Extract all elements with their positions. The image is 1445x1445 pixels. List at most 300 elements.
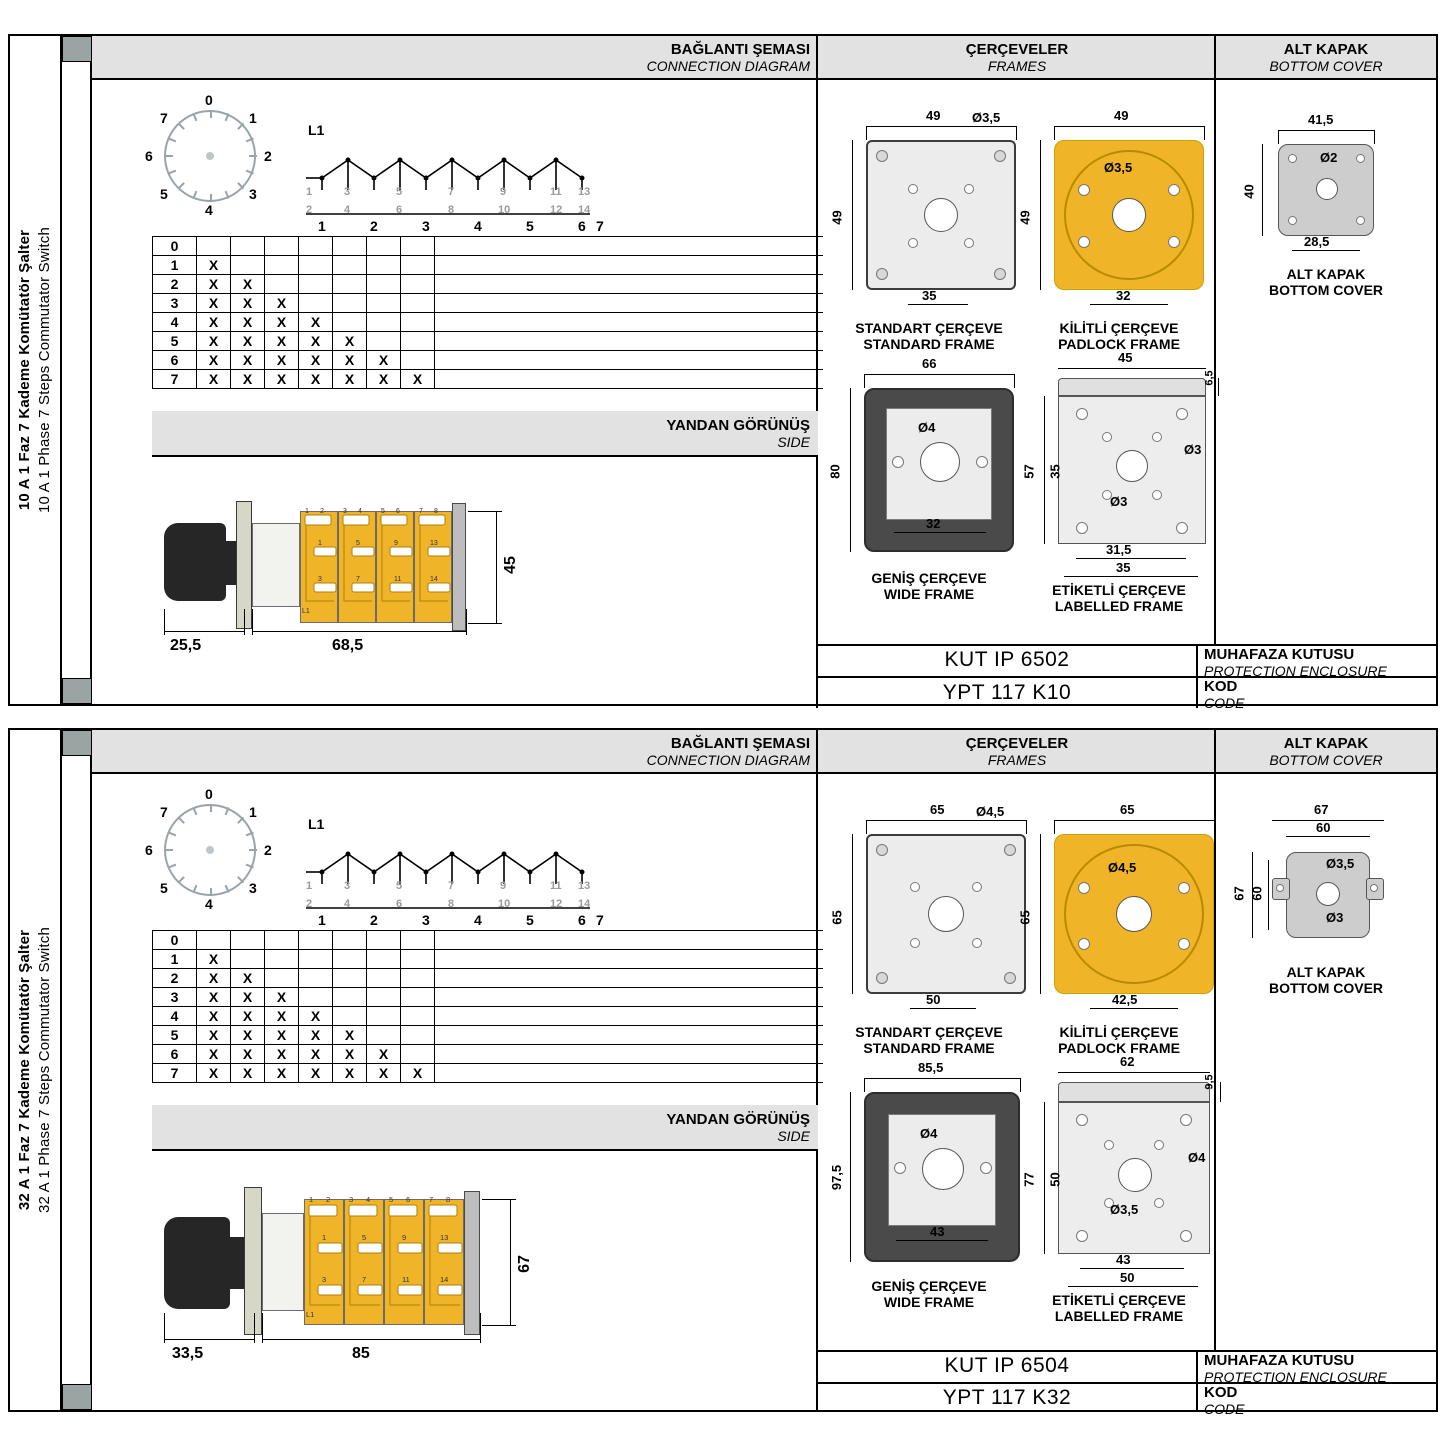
table-cell: X (333, 1064, 367, 1083)
enclosure-label-10a: MUHAFAZA KUTUSU PROTECTION ENCLOSURE (1204, 646, 1387, 679)
dial2-label-3: 3 (249, 880, 257, 896)
table-row (153, 313, 823, 332)
dim-wide-inner: 32 (926, 516, 941, 531)
table-cell: X (401, 370, 435, 389)
dim-cover-hole: Ø2 (1320, 150, 1338, 165)
dim2-cover-width2: 60 (1316, 820, 1331, 835)
dial-label-6: 6 (145, 148, 153, 164)
table-row-label: 2 (153, 969, 197, 988)
table-cell: X (231, 313, 265, 332)
table-cell (367, 256, 401, 275)
svg-text:7: 7 (356, 576, 360, 583)
labelled-frame-32a (1021, 1050, 1216, 1324)
dial-label-2: 2 (264, 148, 272, 164)
hinge-bottom-icon (62, 678, 92, 704)
product-code-10a: YPT 117 K10 (942, 680, 1072, 704)
wide-frame2-name-tr: GENİŞ ÇERÇEVE (871, 1278, 987, 1294)
table-cell-blank (435, 351, 823, 370)
table-cell-blank (435, 1007, 823, 1026)
svg-text:3: 3 (343, 508, 347, 515)
ladder-col-4: 4 (474, 218, 482, 234)
corner-hole-bl (876, 268, 888, 280)
table-cell: X (265, 294, 299, 313)
header-connection-32a: BAĞLANTI ŞEMASI CONNECTION DIAGRAM (92, 730, 818, 774)
table-cell (367, 931, 401, 950)
labelled-frame2-name-tr: ETİKETLİ ÇERÇEVE (1052, 1292, 1186, 1308)
dial2-label-7: 7 (160, 804, 168, 820)
dim-wide-width: 66 (922, 356, 937, 371)
dim-lbl-h-outer: 35 (1047, 464, 1063, 479)
ladder2-pair-4a: 7 (448, 880, 455, 892)
table-cell (197, 237, 231, 256)
table-cell: X (265, 332, 299, 351)
table-cell (367, 332, 401, 351)
corner-hole-tr (994, 150, 1006, 162)
svg-text:L1: L1 (306, 1310, 315, 1319)
dim-pad-width: 49 (1114, 108, 1129, 123)
table-cell: X (231, 332, 265, 351)
table-row (153, 988, 823, 1007)
dim2-body-height: 67 (515, 1255, 533, 1273)
table-cell (265, 275, 299, 294)
table-cell (197, 931, 231, 950)
table-cell (401, 1026, 435, 1045)
table-cell (333, 1007, 367, 1026)
dim2-lbl-inner2: 50 (1120, 1270, 1135, 1285)
table-cell-blank (435, 931, 823, 950)
table-cell (299, 294, 333, 313)
table-cell: X (265, 1026, 299, 1045)
bottom-cover2-name-en: BOTTOM COVER (1268, 980, 1384, 996)
ladder2-col-1: 1 (318, 912, 326, 928)
table-cell: X (231, 1045, 265, 1064)
panel-10a-hinge-rail (62, 36, 92, 704)
table-cell (401, 988, 435, 1007)
shaft-body-2 (262, 1213, 304, 1311)
table-cell (299, 931, 333, 950)
table-row-label: 2 (153, 275, 197, 294)
table-cell (333, 275, 367, 294)
table-cell: X (367, 351, 401, 370)
svg-text:8: 8 (434, 508, 438, 515)
dial-label-5: 5 (160, 186, 168, 202)
table-cell (265, 969, 299, 988)
table-cell-blank (435, 237, 823, 256)
table-cell (299, 969, 333, 988)
dim-lbl-inner: 31,5 (1106, 542, 1132, 557)
ladder2-col-6: 6 (578, 912, 586, 928)
svg-text:1: 1 (322, 1233, 327, 1242)
code-label-10a: KOD CODE (1204, 678, 1245, 711)
corner-hole-tl (876, 150, 888, 162)
svg-text:7: 7 (419, 508, 423, 515)
table-cell: X (197, 1045, 231, 1064)
table-cell (231, 256, 265, 275)
svg-text:5: 5 (381, 508, 385, 515)
svg-text:2: 2 (320, 508, 324, 515)
table-row-label: 0 (153, 237, 197, 256)
center-hole (924, 198, 958, 232)
dial-hub (206, 152, 214, 160)
truth-table-10a (152, 236, 823, 389)
table-row-label: 7 (153, 370, 197, 389)
table-row (153, 237, 823, 256)
code-label-32a: KOD CODE (1204, 1384, 1245, 1417)
ladder-pair-4b: 8 (448, 204, 455, 216)
ladder2-pair-3a: 5 (396, 880, 403, 892)
table-cell: X (197, 256, 231, 275)
table-cell (401, 313, 435, 332)
table-cell: X (197, 988, 231, 1007)
svg-text:11: 11 (402, 1275, 410, 1284)
table-cell: X (299, 313, 333, 332)
table-cell (299, 988, 333, 1007)
table-row (153, 950, 823, 969)
table-cell: X (367, 1064, 401, 1083)
dim2-wide-width: 85,5 (918, 1060, 944, 1075)
table-cell (367, 1026, 401, 1045)
dim2-wide-inner: 43 (930, 1224, 945, 1239)
table-cell: X (299, 1007, 333, 1026)
table-cell: X (231, 370, 265, 389)
table-row-label: 6 (153, 351, 197, 370)
panel-10a-title-strip (10, 36, 62, 704)
dim2-std-hole: Ø4,5 (976, 804, 1005, 819)
labelled-frame2-name-en: LABELLED FRAME (1054, 1308, 1184, 1324)
dim-body-height: 45 (501, 556, 519, 574)
ladder-pair-2b: 4 (344, 204, 351, 216)
panel-32a-title-en: 32 A 1 Phase 7 Steps Commutator Switch (36, 926, 53, 1214)
ladder2-col-4: 4 (474, 912, 482, 928)
table-cell (333, 988, 367, 1007)
table-cell: X (299, 1045, 333, 1064)
knob-shaft-icon (214, 541, 236, 585)
table-cell: X (197, 1026, 231, 1045)
svg-text:8: 8 (446, 1195, 451, 1204)
svg-text:7: 7 (362, 1275, 367, 1284)
dim2-knob-depth: 33,5 (172, 1345, 204, 1362)
ladder-l1-label: L1 (308, 122, 325, 138)
table-row (153, 275, 823, 294)
table-row (153, 351, 823, 370)
knob-shaft-icon-2 (218, 1237, 244, 1289)
dial-label-1: 1 (249, 110, 257, 126)
svg-text:13: 13 (440, 1233, 449, 1242)
ladder2-pair-1a: 1 (306, 880, 313, 892)
ladder-pair-5b: 10 (498, 204, 511, 216)
hinge-top-icon (62, 36, 92, 62)
table-cell: X (231, 1064, 265, 1083)
table-cell: X (333, 1026, 367, 1045)
table-row (153, 969, 823, 988)
table-cell: X (367, 370, 401, 389)
dim-std-inner: 35 (922, 288, 937, 303)
table-cell: X (333, 1045, 367, 1064)
table-cell: X (265, 1007, 299, 1026)
table-cell: X (333, 351, 367, 370)
hinge-top-icon-2 (62, 730, 92, 756)
bottom-cover-name-en: BOTTOM COVER (1268, 282, 1384, 298)
svg-text:L1: L1 (302, 608, 310, 615)
dial-label-7: 7 (160, 110, 168, 126)
svg-text:1: 1 (318, 540, 322, 547)
table-cell: X (231, 988, 265, 1007)
dim-lbl-inner2: 35 (1116, 560, 1131, 575)
dim-pad-inner: 32 (1116, 288, 1131, 303)
table-cell: X (197, 969, 231, 988)
table-cell: X (197, 313, 231, 332)
ladder-pair-5a: 9 (500, 186, 507, 198)
table-cell-blank (435, 969, 823, 988)
ladder2-col-7: 7 (596, 912, 604, 928)
table-cell: X (231, 969, 265, 988)
dim-knob-depth: 25,5 (170, 637, 202, 654)
dim2-cover-hole: Ø3,5 (1326, 856, 1355, 871)
dim-lbl-top: 6,5 (1203, 370, 1216, 386)
table-cell (401, 1045, 435, 1064)
standard-frame2-name-en: STANDARD FRAME (863, 1040, 995, 1056)
ladder2-pair-6b: 12 (550, 898, 563, 910)
table-cell (401, 294, 435, 313)
table-cell: X (265, 1064, 299, 1083)
table-cell (367, 1007, 401, 1026)
ladder2-l1-label: L1 (308, 816, 325, 832)
wide-frame-name-tr: GENİŞ ÇERÇEVE (871, 570, 987, 586)
ladder2-pair-3b: 6 (396, 898, 403, 910)
ladder-col-6: 6 (578, 218, 586, 234)
table-cell (265, 950, 299, 969)
table-row-label: 3 (153, 988, 197, 1007)
dim2-pad-hole: Ø4,5 (1108, 860, 1137, 875)
ladder-pair-7a: 13 (578, 186, 591, 198)
table-cell (401, 237, 435, 256)
padlock-frame-10a (1017, 88, 1214, 352)
ladder2-pair-2b: 4 (344, 898, 351, 910)
ladder-pair-7b: 14 (578, 204, 591, 216)
dim2-lbl-top: 9,5 (1203, 1074, 1216, 1090)
ladder-pair-4a: 7 (448, 186, 455, 198)
table-cell: X (299, 1026, 333, 1045)
dim2-std-width: 65 (930, 802, 945, 817)
header-frames-32a: ÇERÇEVELER FRAMES (818, 730, 1216, 774)
enclosure-label-32a: MUHAFAZA KUTUSU PROTECTION ENCLOSURE (1204, 1352, 1387, 1385)
wide-frame-10a (827, 346, 1024, 606)
header-connection-10a: BAĞLANTI ŞEMASI CONNECTION DIAGRAM (92, 36, 818, 80)
table-cell: X (299, 1064, 333, 1083)
table-cell (333, 237, 367, 256)
table-row-label: 7 (153, 1064, 197, 1083)
ladder-pair-3a: 5 (396, 186, 403, 198)
svg-text:5: 5 (389, 1195, 394, 1204)
bottom-cover2-name-tr: ALT KAPAK (1286, 964, 1366, 980)
dial-label-4: 4 (205, 202, 213, 218)
truth-table-32a (152, 930, 823, 1083)
padlock-frame-name-tr: KİLİTLİ ÇERÇEVE (1059, 320, 1179, 336)
table-cell (333, 256, 367, 275)
ladder2-col-5: 5 (526, 912, 534, 928)
table-cell: X (197, 370, 231, 389)
padlock-frame2-name-en: PADLOCK FRAME (1058, 1040, 1180, 1056)
table-cell: X (333, 332, 367, 351)
dim2-pad-height: 65 (1017, 910, 1033, 925)
table-cell (367, 969, 401, 988)
table-cell (265, 256, 299, 275)
dim2-std-height: 65 (829, 910, 845, 925)
svg-text:4: 4 (358, 508, 362, 515)
svg-text:14: 14 (440, 1275, 449, 1284)
table-cell (367, 275, 401, 294)
ladder-pair-6a: 11 (550, 186, 562, 198)
padlock-frame-name-en: PADLOCK FRAME (1058, 336, 1180, 352)
table-row-label: 6 (153, 1045, 197, 1064)
dial2-label-2: 2 (264, 842, 272, 858)
ladder-pair-6b: 12 (550, 204, 563, 216)
ladder2-pair-1b: 2 (306, 898, 313, 910)
header-frames-10a: ÇERÇEVELER FRAMES (818, 36, 1216, 80)
table-cell-blank (435, 275, 823, 294)
table-cell-blank (435, 988, 823, 1007)
table-row-label: 5 (153, 332, 197, 351)
dim2-pad-inner: 42,5 (1112, 992, 1138, 1007)
dim2-lbl-hole2: Ø3,5 (1110, 1202, 1139, 1217)
hinge-bottom-icon-2 (62, 1384, 92, 1410)
svg-text:6: 6 (396, 508, 400, 515)
table-cell (401, 351, 435, 370)
table-cell: X (231, 275, 265, 294)
dim-lbl-hole: Ø3 (1184, 442, 1202, 457)
dim-lbl-h-inner: 57 (1021, 464, 1037, 479)
dim2-lbl-h-inner: 77 (1021, 1172, 1037, 1187)
table-cell-blank (435, 950, 823, 969)
dim2-cover-hole2: Ø3 (1326, 910, 1344, 925)
dim-cover-height: 40 (1241, 184, 1257, 199)
dial2-label-0: 0 (205, 786, 213, 802)
table-cell (333, 294, 367, 313)
dim-std-hole: Ø3,5 (972, 110, 1001, 125)
dim-body-length: 68,5 (332, 637, 364, 654)
shaft-body (252, 523, 300, 607)
table-cell-blank (435, 294, 823, 313)
wide-frame2-name-en: WIDE FRAME (883, 1294, 975, 1310)
ladder-col-2: 2 (370, 218, 378, 234)
side-view-10a (152, 461, 818, 654)
table-row-label: 4 (153, 1007, 197, 1026)
table-cell (401, 256, 435, 275)
table-cell: X (197, 1064, 231, 1083)
dim2-std-inner: 50 (926, 992, 941, 1007)
dim2-cover-height: 67 (1231, 886, 1247, 901)
table-row (153, 256, 823, 275)
ladder-pair-1a: 1 (306, 186, 313, 198)
table-row-label: 4 (153, 313, 197, 332)
table-cell (401, 969, 435, 988)
table-cell-blank (435, 370, 823, 389)
dim-wide-hole: Ø4 (918, 420, 936, 435)
svg-text:9: 9 (402, 1233, 407, 1242)
svg-text:4: 4 (366, 1195, 371, 1204)
dim2-cover-width: 67 (1314, 802, 1329, 817)
ladder2-pair-6a: 11 (550, 880, 562, 892)
table-cell: X (231, 1026, 265, 1045)
mount-plate-2 (244, 1187, 262, 1335)
padlock-frame-32a (1017, 782, 1214, 1056)
standard-frame-32a (829, 782, 1024, 1056)
labelled-frame-name-tr: ETİKETLİ ÇERÇEVE (1052, 582, 1186, 598)
svg-text:5: 5 (362, 1233, 367, 1242)
divider-h-side (152, 455, 818, 457)
table-cell (333, 969, 367, 988)
header-bottomcover-10a: ALT KAPAK BOTTOM COVER (1216, 36, 1436, 80)
table-cell (231, 237, 265, 256)
table-cell: X (265, 1045, 299, 1064)
table-cell (401, 275, 435, 294)
svg-text:7: 7 (429, 1195, 434, 1204)
panel-32a-title-tr: 32 A 1 Faz 7 Kademe Komütatör Şalter (16, 929, 33, 1211)
dim-wide-height: 80 (827, 464, 843, 479)
svg-text:3: 3 (349, 1195, 354, 1204)
labelled-frame-10a (1021, 346, 1216, 614)
dial-hub-2 (206, 846, 214, 854)
dim-lbl-hole2: Ø3 (1110, 494, 1128, 509)
panel-32a-hinge-rail (62, 730, 92, 1410)
dim-cover-inner: 28,5 (1304, 234, 1330, 249)
table-row-label: 0 (153, 931, 197, 950)
header-side-10a: YANDAN GÖRÜNÜŞ SIDE (152, 411, 818, 455)
table-cell (367, 988, 401, 1007)
contact-block-detail (300, 505, 490, 635)
svg-text:11: 11 (394, 576, 402, 583)
bottom-cover-name-tr: ALT KAPAK (1286, 266, 1366, 282)
table-cell (299, 275, 333, 294)
ladder-pair-3b: 6 (396, 204, 403, 216)
ladder-col-1: 1 (318, 218, 326, 234)
table-row (153, 1045, 823, 1064)
dial2-label-5: 5 (160, 880, 168, 896)
svg-text:3: 3 (322, 1275, 327, 1284)
ladder-pair-1b: 2 (306, 204, 313, 216)
standard-frame2-name-tr: STANDART ÇERÇEVE (855, 1024, 1003, 1040)
dial-label-3: 3 (249, 186, 257, 202)
corner-hole-br (994, 268, 1006, 280)
table-cell: X (299, 351, 333, 370)
table-cell: X (367, 1045, 401, 1064)
panel-32a-title-strip (10, 730, 62, 1410)
table-cell: X (231, 294, 265, 313)
table-cell-blank (435, 256, 823, 275)
table-cell: X (299, 332, 333, 351)
dim2-pad-width: 65 (1120, 802, 1135, 817)
table-cell: X (265, 351, 299, 370)
table-cell-blank (435, 313, 823, 332)
bottom-cover-32a (1216, 782, 1436, 1032)
table-cell: X (265, 313, 299, 332)
table-cell (401, 1007, 435, 1026)
standard-frame-10a (829, 88, 1024, 352)
table-cell (401, 931, 435, 950)
table-cell: X (231, 351, 265, 370)
table-cell: X (401, 1064, 435, 1083)
table-cell: X (265, 370, 299, 389)
table-row-label: 5 (153, 1026, 197, 1045)
wide-frame-name-en: WIDE FRAME (883, 586, 975, 602)
dim2-lbl-hole: Ø4 (1188, 1150, 1206, 1165)
ladder-col-7: 7 (596, 218, 604, 234)
standard-frame-name-en: STANDARD FRAME (863, 336, 995, 352)
panel-10a-title-tr: 10 A 1 Faz 7 Kademe Komütatör Şalter (16, 229, 33, 511)
dim2-lbl-h-outer: 50 (1047, 1172, 1063, 1187)
table-row (153, 332, 823, 351)
table-cell (367, 950, 401, 969)
